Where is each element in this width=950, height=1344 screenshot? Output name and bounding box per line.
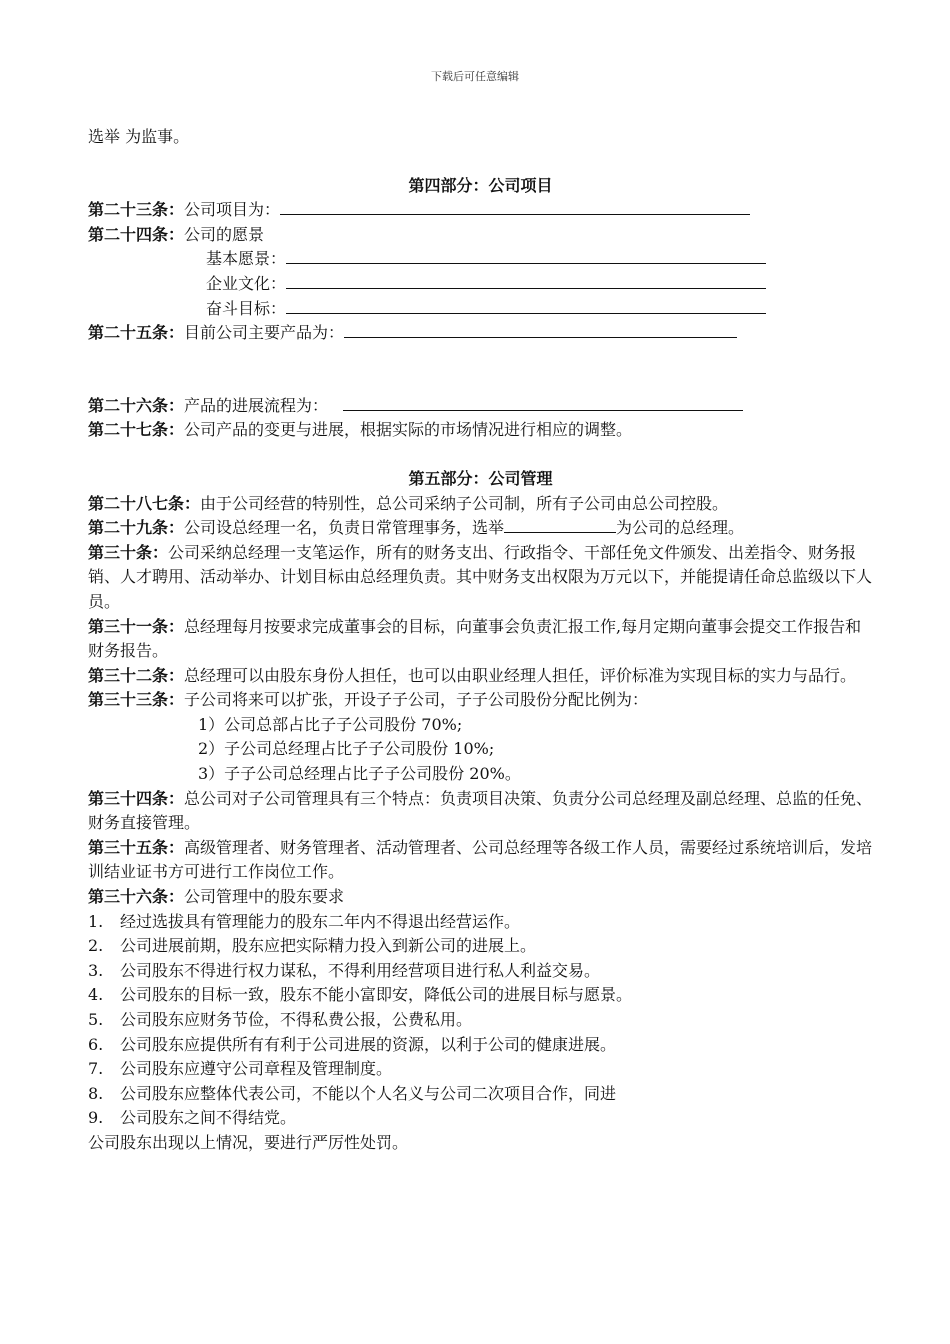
article-35 (88, 836, 873, 885)
share-item: 2）子公司总经理占比子子公司股份 10%; (198, 739, 495, 759)
list-item: 4. 公司股东的目标一致，股东不能小富即安，降低公司的进展目标与愿景。 (88, 985, 633, 1005)
paragraph-supervisor: 选举 为监事。 (88, 127, 190, 146)
vision-goal: 奋斗目标： (88, 297, 873, 322)
share-item: 1）公司总部占比子子公司股份 70%; (198, 714, 463, 734)
list-item: 7. 公司股东应遵守公司章程及管理制度。 (88, 1059, 393, 1079)
article-31 (88, 615, 873, 664)
article-25-label: 第二十五条： (88, 323, 185, 343)
article-30 (88, 541, 873, 615)
article-33-label: 第三十三条： (88, 690, 185, 710)
article-23-text: 公司项目为： (184, 200, 281, 220)
article-28-text: 由于公司经营的特别性，总公司采纳子公司制，所有子公司由总公司控股。 (200, 493, 729, 513)
article-27-label: 第二十七条： (88, 420, 185, 440)
list-item: 6. 公司股东应提供所有有利于公司进展的资源，以利于公司的健康进展。 (88, 1034, 617, 1054)
article-31-label: 第三十一条： (88, 616, 185, 636)
article-29: 第二十九条：公司设总经理一名，负责日常管理事务，选举 为公司的总经理。 (88, 518, 745, 538)
article-32 (88, 664, 873, 689)
article-25 (88, 321, 873, 346)
article-29-label: 第二十九条： (88, 518, 185, 538)
blank-line[interactable] (286, 272, 766, 289)
article-23-label: 第二十三条： (88, 200, 185, 220)
article-36-label: 第三十六条： (88, 887, 185, 907)
article-33-text: 子公司将来可以扩张，开设子子公司，子子公司股份分配比例为： (184, 690, 649, 710)
section-5-title: 第五部分：公司管理 (408, 468, 553, 488)
article-26 (88, 394, 873, 419)
article-27-text: 公司产品的变更与进展，根据实际的市场情况进行相应的调整。 (184, 420, 633, 440)
list-item: 5. 公司股东应财务节俭，不得私费公报，公费私用。 (88, 1010, 473, 1029)
list-item: 1. 经过选拔具有管理能力的股东二年内不得退出经营运作。 (88, 911, 521, 931)
article-25-text: 目前公司主要产品为： (184, 323, 345, 343)
list-item: 9. 公司股东之间不得结党。 (88, 1108, 297, 1128)
article-36 (88, 885, 873, 910)
article-26-text: 产品的进展流程为： (184, 395, 329, 415)
article-32-label: 第三十二条： (88, 665, 185, 685)
document-body (88, 125, 873, 1156)
list-item: 3. 公司股东不得进行权力谋私，不得利用经营项目进行私人利益交易。 (88, 960, 601, 980)
article-23 (88, 198, 873, 223)
list-item: 8. 公司股东应整体代表公司，不能以个人名义与公司二次项目合作，同进 (88, 1083, 617, 1103)
article-34-text: 总公司对子公司管理具有三个特点：负责项目决策、负责分公司总经理及副总经理、总监的任免、财务直接管理。 (88, 788, 873, 833)
article-24-label: 第二十四条： (88, 224, 185, 244)
article-34 (88, 787, 873, 836)
article-34-label: 第三十四条： (88, 788, 185, 808)
list-item: 2. 公司进展前期，股东应把实际精力投入到新公司的进展上。 (88, 936, 537, 956)
blank-line[interactable] (286, 247, 766, 264)
article-30-text: 公司采纳总经理一支笔运作，所有的财务支出、行政指令、干部任免文件颁发、出差指令、财务报销、人才聘用、活动举办、计划目标由总经理负责。其中财务支出权限为万元以下，并能提请任命总监级以下人员。 (88, 542, 873, 611)
article-31-text: 总经理每月按要求完成董事会的目标，向董事会负责汇报工作,每月定期向董事会提交工作报告和财务报告。 (88, 616, 862, 661)
closing-statement: 公司股东出现以上情况，要进行严厉性处罚。 (88, 1132, 409, 1152)
article-24 (88, 223, 873, 248)
vision-basic: 基本愿景： (88, 247, 873, 272)
share-item: 3）子子公司总经理占比子子公司股份 20%。 (198, 764, 521, 784)
article-36-text: 公司管理中的股东要求 (184, 887, 345, 907)
article-35-text: 高级管理者、财务管理者、活动管理者、公司总经理等各级工作人员，需要经过系统培训后，发培训结业证书方可进行工作岗位工作。 (88, 837, 873, 882)
blank-line[interactable] (344, 321, 737, 338)
article-28-label: 第二十八七条： (88, 493, 201, 513)
article-28 (88, 492, 873, 517)
article-35-label: 第三十五条： (88, 837, 185, 857)
article-24-text: 公司的愿景 (184, 224, 265, 244)
blank-line[interactable] (504, 516, 616, 533)
article-33 (88, 688, 873, 713)
blank-line[interactable] (286, 297, 766, 314)
article-26-label: 第二十六条： (88, 395, 185, 415)
blank-line[interactable] (343, 394, 743, 411)
page-header: 下载后可任意编辑 (431, 70, 519, 83)
article-32-text: 总经理可以由股东身份人担任，也可以由职业经理人担任，评价标准为实现目标的实力与品行。 (184, 665, 857, 685)
article-27 (88, 418, 873, 443)
blank-line[interactable] (280, 198, 750, 215)
article-30-label: 第三十条： (88, 542, 169, 562)
section-4-title: 第四部分：公司项目 (408, 175, 553, 195)
vision-culture: 企业文化： (88, 272, 873, 297)
